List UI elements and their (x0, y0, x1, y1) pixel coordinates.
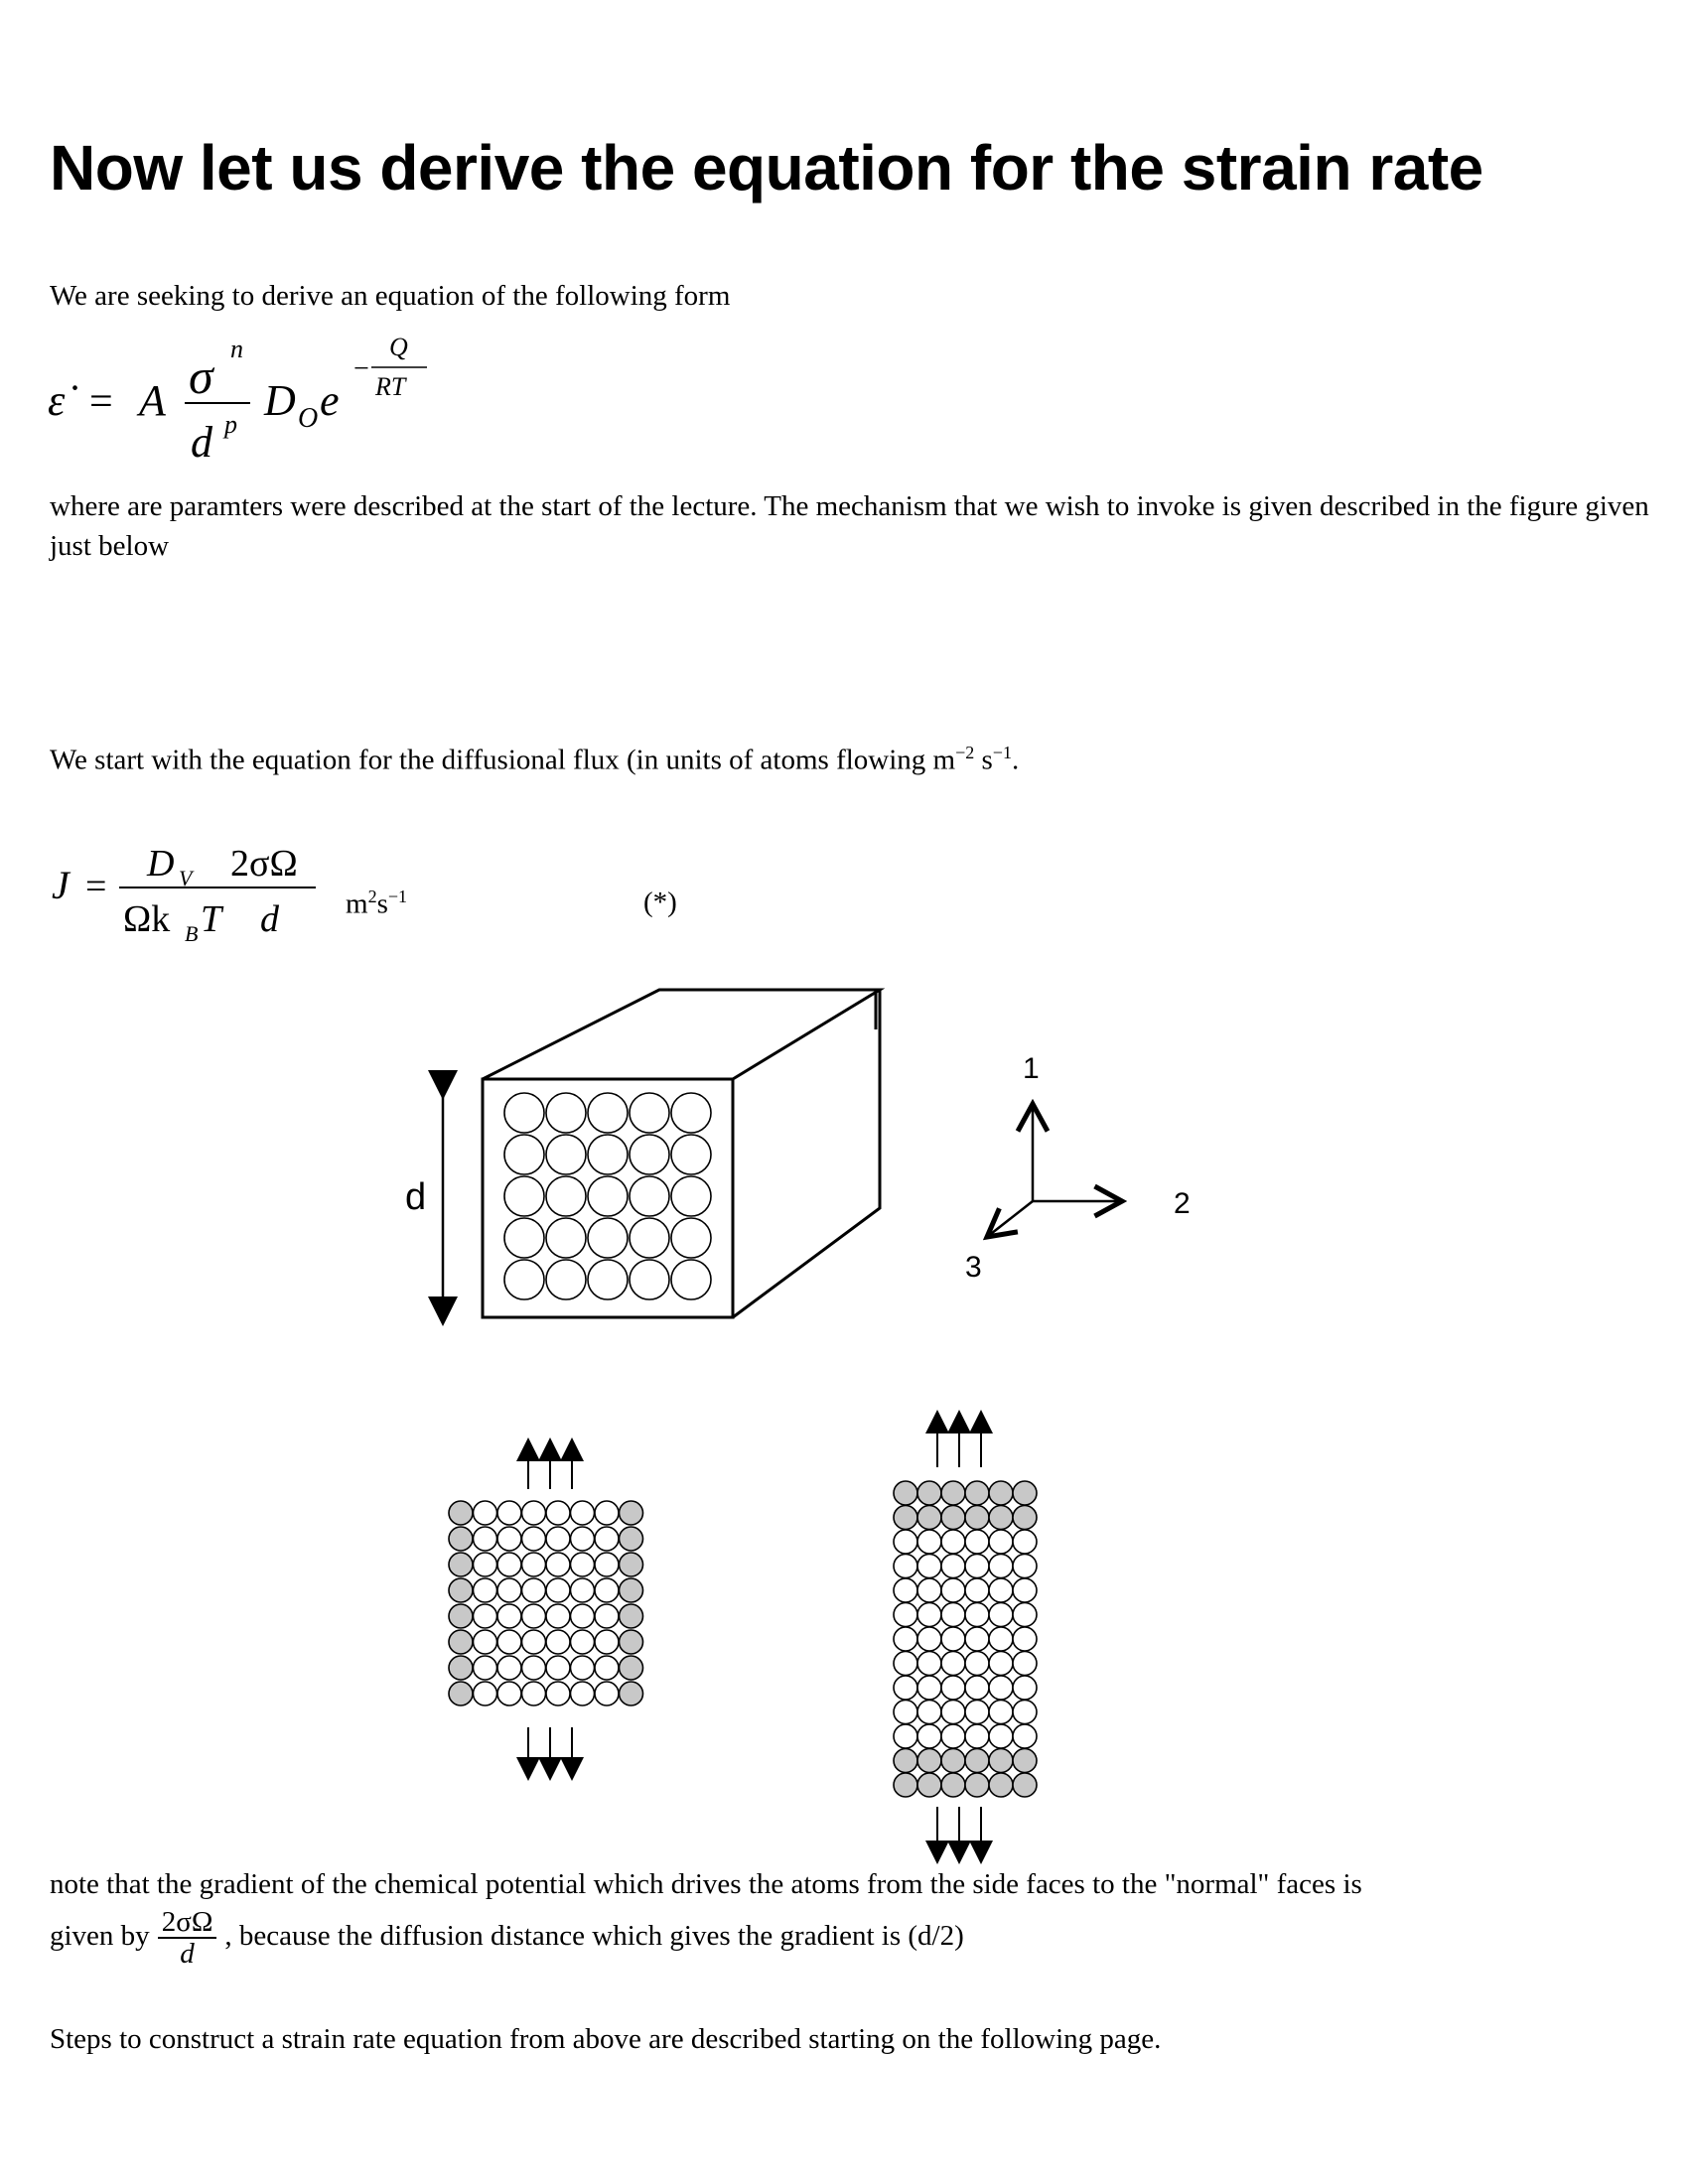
eq2-equals: = (85, 866, 107, 907)
interior-atom (595, 1682, 619, 1706)
dimension-label: d (405, 1176, 427, 1218)
deposited-atom (1013, 1773, 1037, 1797)
interior-atom (522, 1527, 546, 1551)
interior-atom (989, 1724, 1013, 1748)
interior-atom (1013, 1627, 1037, 1651)
interior-atom (571, 1630, 595, 1654)
bottom-stress-arrows (528, 1727, 572, 1769)
interior-atom (595, 1578, 619, 1602)
interior-atom (989, 1627, 1013, 1651)
interior-atom (522, 1553, 546, 1576)
eq1-exp-minus: − (353, 353, 369, 384)
flux-intro-s: s (974, 744, 993, 776)
eq2-D-sub: V (179, 866, 193, 890)
interior-atom (571, 1604, 595, 1628)
flux-equation (40, 834, 338, 953)
interior-atom (546, 1604, 570, 1628)
interior-atom (1013, 1530, 1037, 1554)
interior-atom (894, 1578, 917, 1602)
cube-atom (630, 1260, 669, 1299)
interior-atom (1013, 1652, 1037, 1676)
deposited-atom (989, 1506, 1013, 1530)
deposited-atom (917, 1506, 941, 1530)
cube-atom (588, 1260, 628, 1299)
interior-atom (917, 1555, 941, 1578)
interior-atom (522, 1604, 546, 1628)
interior-atom (941, 1603, 965, 1627)
interior-atom (917, 1578, 941, 1602)
deposited-atom (989, 1749, 1013, 1773)
cube-atom (630, 1218, 669, 1258)
cube-atom (588, 1218, 628, 1258)
grain-before-diagram (437, 1430, 675, 1807)
page-title: Now let us derive the equation for the strain rate (50, 132, 1483, 204)
interior-atom (522, 1656, 546, 1680)
interior-atom (965, 1701, 989, 1724)
interior-atom (894, 1724, 917, 1748)
eq2-lhs: J (52, 863, 70, 907)
interior-atom (941, 1701, 965, 1724)
interior-atom (965, 1652, 989, 1676)
flux-units (346, 887, 407, 921)
note-line-2 (50, 1906, 964, 1969)
deposited-atom (965, 1749, 989, 1773)
intro-text: We are seeking to derive an equation of the following form (50, 280, 731, 312)
deposited-atom (989, 1773, 1013, 1797)
interior-atom (941, 1555, 965, 1578)
interior-atom (965, 1603, 989, 1627)
interior-atom (571, 1578, 595, 1602)
eq2-d: d (260, 898, 279, 940)
interior-atom (917, 1652, 941, 1676)
flux-intro-text (50, 733, 1019, 780)
interior-atom (989, 1578, 1013, 1602)
side-atom (449, 1604, 473, 1628)
eq2-denominator-left: Ωk (123, 898, 171, 940)
interior-atom (474, 1630, 497, 1654)
coordinate-axes (953, 1042, 1211, 1291)
interior-atom (1013, 1676, 1037, 1700)
interior-atom (1013, 1701, 1037, 1724)
interior-atom (571, 1682, 595, 1706)
units-m: m (346, 887, 368, 920)
interior-atom (571, 1656, 595, 1680)
cube-atom (588, 1093, 628, 1133)
interior-atom (917, 1603, 941, 1627)
interior-atom (941, 1676, 965, 1700)
bottom-stress-arrows-right (937, 1807, 981, 1852)
interior-atom (941, 1578, 965, 1602)
interior-atom (546, 1682, 570, 1706)
side-atom (449, 1630, 473, 1654)
side-atom (620, 1501, 643, 1525)
side-atom (449, 1656, 473, 1680)
grain-before-atoms (449, 1501, 643, 1706)
interior-atom (941, 1627, 965, 1651)
interior-atom (965, 1530, 989, 1554)
eq1-sigma: σ (189, 348, 213, 404)
cube-atom (546, 1260, 586, 1299)
eq1-d: d (191, 418, 212, 467)
side-atom (620, 1578, 643, 1602)
units-m-exp: 2 (367, 887, 377, 906)
cube-atom (630, 1176, 669, 1216)
side-atom (449, 1553, 473, 1576)
interior-atom (497, 1630, 521, 1654)
interior-atom (894, 1627, 917, 1651)
note-line-1: note that the gradient of the chemical potential which drives the atoms from the side faces to the "normal" faces is (50, 1868, 1362, 1900)
deposited-atom (965, 1481, 989, 1505)
cube-side-face (733, 990, 880, 1317)
deposited-atom (965, 1773, 989, 1797)
cube-atom (546, 1093, 586, 1133)
side-atom (620, 1604, 643, 1628)
interior-atom (595, 1656, 619, 1680)
cube-atom (630, 1093, 669, 1133)
interior-atom (497, 1682, 521, 1706)
side-atom (449, 1682, 473, 1706)
deposited-atom (917, 1481, 941, 1505)
flux-exp-2: −1 (992, 743, 1012, 762)
cube-atom (546, 1176, 586, 1216)
interior-atom (595, 1630, 619, 1654)
deposited-atom (917, 1749, 941, 1773)
eq2-kB-sub: B (185, 921, 199, 946)
equation-tag: (*) (643, 887, 677, 918)
deposited-atom (1013, 1481, 1037, 1505)
interior-atom (989, 1676, 1013, 1700)
interior-atom (571, 1501, 595, 1525)
deposited-atom (894, 1506, 917, 1530)
interior-atom (941, 1724, 965, 1748)
note-fraction (158, 1907, 217, 1969)
interior-atom (989, 1530, 1013, 1554)
eq1-p: p (224, 410, 237, 439)
flux-intro-end: . (1011, 744, 1020, 776)
interior-atom (989, 1555, 1013, 1578)
flux-intro-main: We start with the equation for the diffusional flux (in units of atoms flowing m (50, 744, 956, 776)
interior-atom (917, 1530, 941, 1554)
interior-atom (965, 1724, 989, 1748)
note-rest: , because the diffusion distance which gives the gradient is (d/2) (224, 1920, 964, 1952)
top-stress-arrows (528, 1449, 572, 1489)
cube-atom (671, 1176, 711, 1216)
interior-atom (522, 1578, 546, 1602)
deposited-atom (941, 1481, 965, 1505)
cube-atom (671, 1218, 711, 1258)
eq1-coef: A (139, 376, 166, 425)
interior-atom (474, 1527, 497, 1551)
interior-atom (894, 1701, 917, 1724)
interior-atom (917, 1724, 941, 1748)
interior-atom (546, 1656, 570, 1680)
interior-atom (941, 1652, 965, 1676)
interior-atom (497, 1578, 521, 1602)
deposited-atom (965, 1506, 989, 1530)
deposited-atom (941, 1749, 965, 1773)
cube-atom (504, 1093, 544, 1133)
flux-exp-1: −2 (955, 743, 975, 762)
top-stress-arrows-right (937, 1422, 981, 1467)
parameters-paragraph: where are paramters were described at the start of the lecture. The mechanism that we wish to invoke is given described in the figure given just below (50, 490, 1649, 562)
interior-atom (474, 1656, 497, 1680)
interior-atom (595, 1604, 619, 1628)
deposited-atom (941, 1506, 965, 1530)
interior-atom (965, 1578, 989, 1602)
interior-atom (894, 1555, 917, 1578)
cube-atom (546, 1135, 586, 1174)
deposited-atom (917, 1773, 941, 1797)
axis-3-label: 3 (965, 1251, 982, 1284)
interior-atom (497, 1501, 521, 1525)
side-atom (620, 1630, 643, 1654)
interior-atom (522, 1682, 546, 1706)
interior-atom (917, 1701, 941, 1724)
interior-atom (1013, 1724, 1037, 1748)
interior-atom (497, 1604, 521, 1628)
interior-atom (546, 1501, 570, 1525)
cube-atom (504, 1176, 544, 1216)
axis-1-label: 1 (1023, 1052, 1040, 1085)
interior-atom (894, 1652, 917, 1676)
interior-atom (965, 1676, 989, 1700)
interior-atom (989, 1652, 1013, 1676)
side-atom (620, 1656, 643, 1680)
side-atom (449, 1501, 473, 1525)
interior-atom (965, 1627, 989, 1651)
cube-atom (588, 1176, 628, 1216)
interior-atom (474, 1553, 497, 1576)
note-fraction-num: 2σΩ (158, 1907, 217, 1939)
eq1-lhs: ε̇ (48, 376, 66, 425)
side-atom (620, 1553, 643, 1576)
cube-top-face (483, 990, 880, 1079)
interior-atom (1013, 1555, 1037, 1578)
interior-atom (546, 1578, 570, 1602)
units-s: s (376, 887, 388, 920)
cube-atom (504, 1135, 544, 1174)
interior-atom (894, 1530, 917, 1554)
eq1-n: n (230, 335, 243, 363)
interior-atom (546, 1553, 570, 1576)
eq2-numerator-right: 2σΩ (230, 843, 298, 885)
interior-atom (917, 1676, 941, 1700)
cube-atom (671, 1260, 711, 1299)
interior-atom (571, 1527, 595, 1551)
interior-atom (497, 1553, 521, 1576)
grain-after-diagram (874, 1410, 1072, 1866)
interior-atom (894, 1603, 917, 1627)
interior-atom (595, 1501, 619, 1525)
interior-atom (497, 1656, 521, 1680)
interior-atom (941, 1530, 965, 1554)
units-s-exp: −1 (387, 887, 408, 906)
deposited-atom (894, 1749, 917, 1773)
strain-rate-equation (40, 328, 477, 477)
cube-atom (630, 1135, 669, 1174)
axis-2-label: 2 (1174, 1187, 1191, 1220)
grain-cube-diagram (397, 978, 914, 1345)
interior-atom (989, 1603, 1013, 1627)
axis-3-arrow (987, 1201, 1033, 1237)
deposited-atom (894, 1481, 917, 1505)
cube-atom (588, 1135, 628, 1174)
interior-atom (894, 1676, 917, 1700)
grain-after-atoms (894, 1481, 1037, 1797)
note-given-by: given by (50, 1920, 150, 1952)
eq1-e: e (320, 376, 340, 425)
interior-atom (474, 1501, 497, 1525)
deposited-atom (894, 1773, 917, 1797)
cube-atom (504, 1218, 544, 1258)
eq1-D: D (264, 376, 296, 425)
cube-atom (671, 1135, 711, 1174)
deposited-atom (1013, 1749, 1037, 1773)
deposited-atom (989, 1481, 1013, 1505)
eq1-equals: = (89, 379, 113, 425)
interior-atom (965, 1555, 989, 1578)
side-atom (449, 1527, 473, 1551)
interior-atom (546, 1630, 570, 1654)
interior-atom (1013, 1603, 1037, 1627)
interior-atom (989, 1701, 1013, 1724)
interior-atom (546, 1527, 570, 1551)
deposited-atom (941, 1773, 965, 1797)
eq2-T: T (201, 898, 222, 940)
interior-atom (595, 1553, 619, 1576)
interior-atom (474, 1604, 497, 1628)
steps-text: Steps to construct a strain rate equation from above are described starting on the following page. (50, 2023, 1162, 2055)
interior-atom (497, 1527, 521, 1551)
interior-atom (917, 1627, 941, 1651)
eq1-D-sub: O (298, 403, 319, 434)
interior-atom (1013, 1578, 1037, 1602)
cube-atom (671, 1093, 711, 1133)
cube-atom-grid (504, 1093, 711, 1299)
deposited-atom (1013, 1506, 1037, 1530)
interior-atom (571, 1553, 595, 1576)
side-atom (620, 1527, 643, 1551)
interior-atom (522, 1630, 546, 1654)
interior-atom (595, 1527, 619, 1551)
eq2-D: D (147, 843, 175, 885)
side-atom (449, 1578, 473, 1602)
side-atom (620, 1682, 643, 1706)
interior-atom (474, 1578, 497, 1602)
eq1-exp-Q: Q (389, 333, 408, 361)
eq1-exp-RT: RT (375, 372, 406, 401)
cube-atom (546, 1218, 586, 1258)
interior-atom (474, 1682, 497, 1706)
interior-atom (522, 1501, 546, 1525)
cube-atom (504, 1260, 544, 1299)
note-fraction-den: d (180, 1938, 195, 1971)
